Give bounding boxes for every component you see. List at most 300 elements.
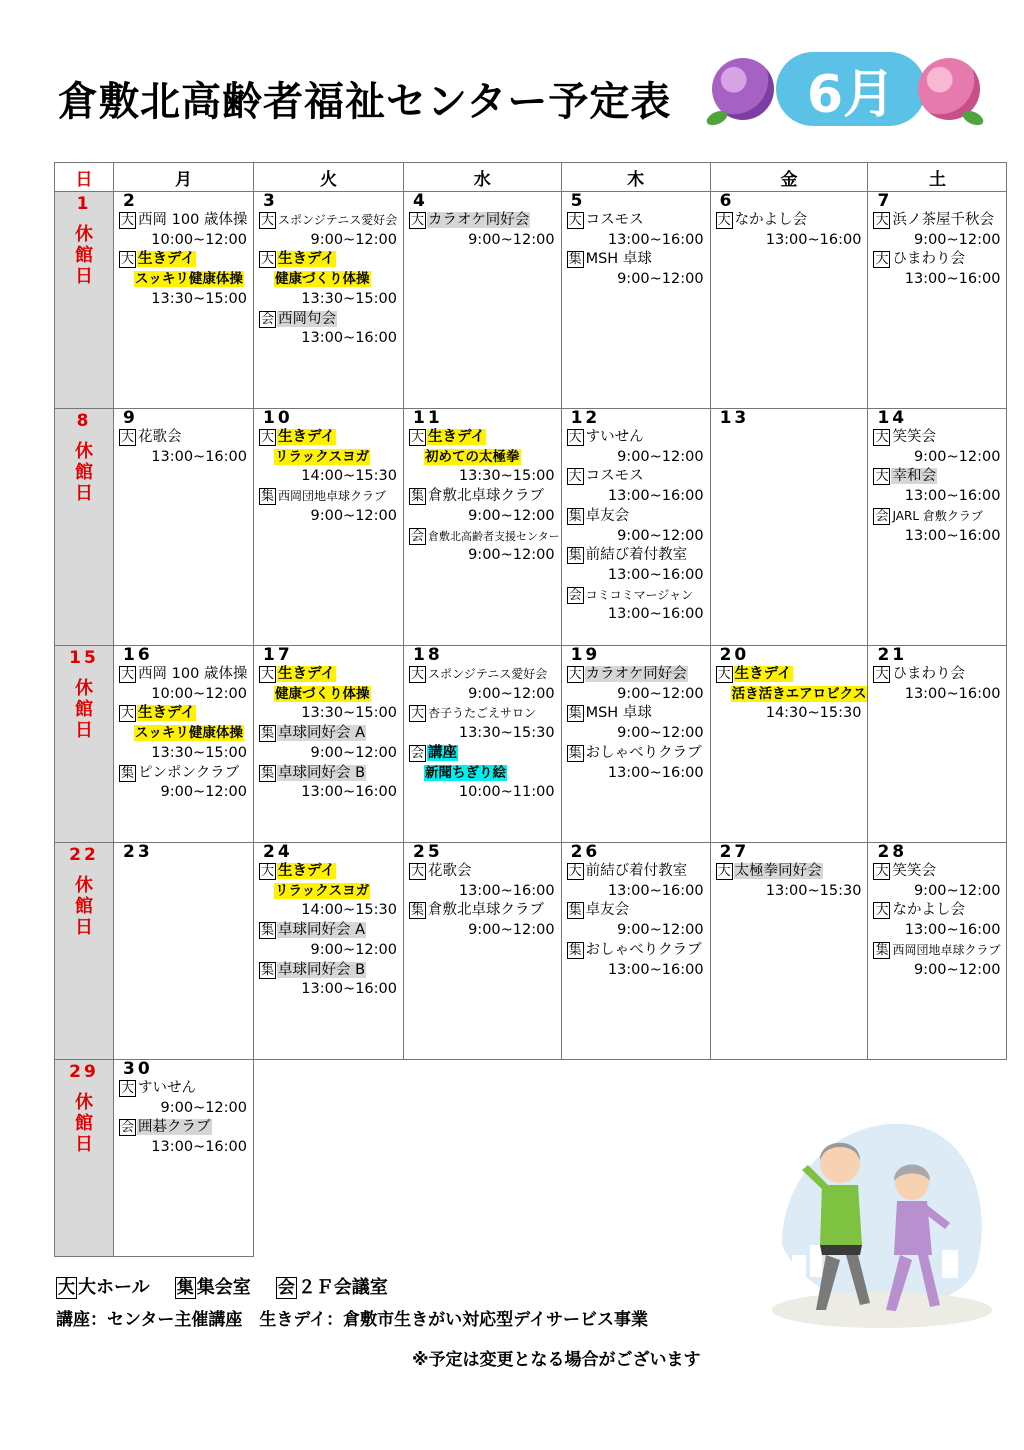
day-number: 16 — [123, 645, 153, 665]
event-entry — [562, 586, 710, 606]
event-name: 生きデイ — [278, 251, 336, 268]
day-cell — [114, 646, 254, 843]
event-time: 13:00~16:00 — [607, 566, 704, 583]
event-time: 13:00~16:00 — [904, 527, 1001, 544]
day-number: 18 — [413, 645, 443, 665]
sunday-date: 22 — [69, 845, 99, 865]
event-entry — [404, 704, 561, 724]
empty-day-cell — [254, 1060, 404, 1257]
event-time: 9:00~12:00 — [913, 882, 1001, 899]
event-entry — [562, 704, 710, 724]
room-tag: 大 — [261, 252, 275, 268]
room-tag: 集 — [568, 903, 582, 919]
room-tag: 大 — [121, 667, 135, 682]
day-cell — [561, 192, 710, 409]
room-tag: 集 — [261, 489, 275, 505]
event-time: 10:00~11:00 — [458, 784, 555, 801]
event-entry — [404, 862, 561, 882]
room-tag: 大 — [261, 213, 275, 228]
event-name: 西岡 100 歳体操 — [138, 212, 248, 228]
event-time: 9:00~12:00 — [160, 1099, 247, 1116]
event-time: 9:00~12:00 — [617, 922, 704, 939]
day-cell — [868, 192, 1007, 409]
event-entry — [404, 901, 561, 921]
event-entry — [562, 862, 710, 882]
program-legend: 講座：センター主催講座 生きデイ：倉敷市生きがい対応型デイサービス事業 — [56, 1310, 648, 1330]
event-time: 9:00~12:00 — [468, 685, 555, 702]
room-tag: 集 — [261, 962, 275, 978]
event-name: 浜ノ茶屋千秋会 — [892, 212, 994, 228]
event-entry — [254, 921, 403, 941]
weekday-header: 日 — [55, 163, 114, 192]
day-number: 24 — [263, 842, 293, 862]
room-tag: 大 — [568, 213, 582, 228]
page-title: 倉敷北高齢者福祉センター予定表 — [58, 79, 672, 125]
event-entry — [254, 764, 403, 784]
day-cell — [114, 192, 254, 409]
day-cell — [868, 646, 1007, 843]
room-tag: 大 — [875, 903, 889, 919]
event-time: 9:00~12:00 — [913, 961, 1001, 978]
event-time: 13:00~16:00 — [607, 606, 704, 623]
event-name: 倉敷北高齢者支援センター — [428, 529, 560, 543]
event-name: 杏子うたごえサロン — [428, 706, 537, 721]
event-time: 9:00~12:00 — [617, 271, 704, 288]
program-name: リラックスヨガ — [275, 448, 370, 465]
event-time: 9:00~12:00 — [617, 448, 704, 465]
event-entry — [404, 211, 561, 231]
day-number: 25 — [413, 842, 443, 862]
event-time: 13:00~16:00 — [151, 1139, 247, 1156]
event-name: 倉敷北卓球クラブ — [428, 488, 545, 505]
day-cell — [710, 192, 868, 409]
weekday-header: 水 — [404, 163, 562, 192]
event-entry — [868, 862, 1006, 882]
event-time: 13:00~16:00 — [458, 882, 555, 899]
empty-day-cell — [404, 1060, 562, 1257]
event-program — [254, 882, 403, 902]
event-entry — [114, 1118, 253, 1138]
legend-label: 集会室 — [196, 1277, 251, 1298]
room-tag: 大 — [568, 469, 582, 485]
legend-room-tag: 大 — [58, 1278, 75, 1298]
day-cell — [114, 1060, 254, 1257]
day-number: 21 — [877, 645, 908, 665]
event-name: 生きデイ — [138, 705, 196, 722]
event-entry — [404, 744, 561, 764]
room-tag: 大 — [411, 667, 425, 682]
event-entry — [562, 507, 710, 527]
day-number: 2 — [123, 191, 138, 211]
sunday-closed-cell — [55, 646, 114, 843]
day-number: 30 — [123, 1059, 153, 1079]
weekday-header-row — [55, 163, 1007, 192]
room-legend — [56, 1273, 388, 1299]
event-name: 卓球同好会 B — [278, 764, 366, 781]
event-name: 笑笑会 — [892, 863, 936, 879]
event-time: 14:00~15:30 — [301, 468, 397, 485]
event-entry — [114, 428, 253, 448]
program-name: 活き活きエアロビクス — [731, 685, 867, 702]
event-entry — [114, 764, 253, 784]
event-time: 13:00~15:30 — [765, 882, 862, 899]
event-name: JARL 倉敷クラブ — [892, 508, 983, 523]
day-cell — [710, 409, 868, 646]
event-entry — [404, 527, 561, 547]
program-name: 健康づくり体操 — [275, 685, 370, 702]
event-time: 9:00~12:00 — [310, 231, 397, 248]
event-time: 9:00~12:00 — [617, 725, 704, 742]
event-name: 西岡 100 歳体操 — [138, 666, 248, 682]
closed-label: 休 館 日 — [75, 224, 93, 287]
event-entry — [254, 428, 403, 448]
day-number: 17 — [263, 645, 293, 665]
event-time: 9:00~12:00 — [468, 547, 555, 564]
room-tag: 集 — [411, 903, 425, 919]
event-program — [711, 685, 868, 705]
room-tag: 大 — [121, 252, 135, 268]
event-time: 9:00~12:00 — [468, 922, 555, 939]
room-tag: 集 — [568, 745, 582, 761]
day-number: 5 — [570, 191, 586, 211]
event-name: おしゃべりクラブ — [585, 744, 702, 761]
day-number: 23 — [123, 842, 153, 862]
event-entry — [868, 211, 1006, 231]
room-tag: 集 — [568, 942, 582, 958]
event-time: 10:00~12:00 — [151, 231, 247, 248]
event-time: 13:00~16:00 — [301, 330, 397, 347]
event-name: 生きデイ — [734, 666, 792, 682]
sunday-date: 15 — [69, 648, 99, 668]
day-number: 14 — [877, 408, 908, 428]
event-name: 卓友会 — [585, 902, 630, 919]
event-time: 13:00~16:00 — [301, 981, 397, 998]
event-entry — [114, 1079, 253, 1099]
room-tag: 集 — [875, 942, 889, 958]
day-cell — [868, 843, 1007, 1060]
event-time: 13:00~16:00 — [301, 784, 397, 801]
event-time: 13:00~16:00 — [904, 922, 1001, 939]
event-entry — [868, 428, 1006, 448]
leaf-icon — [960, 108, 985, 128]
event-time: 9:00~12:00 — [617, 527, 704, 544]
calendar-table — [54, 162, 1007, 1257]
sunday-date: 1 — [76, 194, 92, 214]
event-program — [404, 448, 561, 468]
event-time: 9:00~12:00 — [160, 784, 247, 801]
room-tag: 会 — [411, 745, 425, 761]
room-tag: 会 — [875, 508, 889, 524]
day-number: 3 — [263, 191, 278, 211]
event-name: 生きデイ — [278, 863, 336, 879]
day-cell — [404, 843, 562, 1060]
sunday-closed-cell — [55, 843, 114, 1060]
month-badge — [776, 52, 926, 126]
day-number: 20 — [719, 645, 750, 665]
room-tag: 会 — [261, 311, 275, 327]
event-name: 西岡団地卓球クラブ — [278, 489, 387, 504]
event-time: 9:00~12:00 — [617, 685, 704, 702]
event-entry — [254, 211, 403, 231]
event-name: コスモス — [585, 212, 644, 228]
event-name: 生きデイ — [278, 429, 336, 445]
event-name: 前結び着付教室 — [585, 547, 688, 564]
event-entry — [254, 724, 403, 744]
closed-label: 休 館 日 — [75, 678, 93, 741]
event-name: 卓球同好会 A — [278, 725, 366, 742]
room-tag: 会 — [121, 1120, 135, 1136]
event-program — [254, 448, 403, 468]
event-time: 9:00~12:00 — [310, 941, 397, 958]
event-name: 花歌会 — [428, 863, 472, 879]
leaf-icon — [704, 108, 729, 128]
event-time: 13:30~15:00 — [151, 290, 247, 307]
empty-day-cell — [561, 1060, 710, 1257]
day-number: 11 — [413, 408, 443, 428]
weekday-header: 火 — [254, 163, 404, 192]
day-cell — [561, 843, 710, 1060]
week-row — [55, 843, 1007, 1060]
closed-label: 休 館 日 — [75, 441, 93, 504]
event-entry — [562, 665, 710, 685]
day-cell — [254, 409, 404, 646]
room-tag: 集 — [568, 548, 582, 564]
event-entry — [562, 211, 710, 231]
event-name: 西岡句会 — [278, 310, 337, 327]
day-number: 6 — [719, 191, 735, 211]
day-number: 13 — [719, 408, 750, 428]
event-entry — [868, 467, 1006, 487]
week-row — [55, 646, 1007, 843]
event-time: 9:00~12:00 — [468, 507, 555, 524]
room-tag: 大 — [717, 864, 731, 879]
room-tag: 大 — [568, 430, 582, 445]
event-entry — [254, 487, 403, 507]
event-name: スポンジテニス愛好会 — [278, 213, 398, 227]
event-program — [254, 270, 403, 290]
event-time: 9:00~12:00 — [913, 448, 1001, 465]
event-time: 13:00~16:00 — [904, 685, 1001, 702]
event-entry — [562, 546, 710, 566]
event-program — [254, 685, 403, 705]
event-time: 9:00~12:00 — [468, 231, 555, 248]
event-entry — [404, 428, 561, 448]
day-number: 12 — [570, 408, 601, 428]
day-cell — [710, 646, 868, 843]
event-name: 講座 — [428, 744, 458, 761]
legend-label: ２Ｆ会議室 — [297, 1277, 388, 1298]
room-tag: 大 — [568, 864, 582, 879]
event-name: MSH 卓球 — [585, 705, 652, 722]
event-time: 13:00~16:00 — [904, 488, 1001, 505]
day-cell — [254, 843, 404, 1060]
program-name: スッキリ健康体操 — [135, 725, 243, 742]
room-tag: 大 — [875, 864, 889, 879]
room-tag: 大 — [121, 706, 135, 722]
sunday-closed-cell — [55, 1060, 114, 1257]
event-program — [404, 764, 561, 784]
event-time: 13:30~15:00 — [301, 705, 397, 722]
room-tag: 大 — [261, 667, 275, 682]
event-name: なかよし会 — [734, 212, 808, 228]
event-entry — [562, 901, 710, 921]
room-tag: 集 — [411, 489, 425, 505]
room-tag: 会 — [568, 587, 582, 603]
event-entry — [711, 665, 868, 685]
day-cell — [114, 843, 254, 1060]
event-time: 13:00~16:00 — [607, 764, 704, 781]
event-entry — [711, 862, 868, 882]
program-name: スッキリ健康体操 — [135, 271, 243, 288]
event-entry — [114, 211, 253, 231]
event-entry — [868, 901, 1006, 921]
event-name: おしゃべりクラブ — [585, 941, 702, 958]
day-cell — [710, 843, 868, 1060]
event-entry — [254, 862, 403, 882]
day-cell — [254, 192, 404, 409]
event-entry — [868, 941, 1006, 961]
event-name: 卓友会 — [585, 507, 630, 524]
room-tag: 集 — [568, 508, 582, 524]
event-time: 9:00~12:00 — [913, 231, 1001, 248]
event-entry — [254, 665, 403, 685]
event-name: コミコミマージャン — [585, 587, 694, 602]
room-tag: 大 — [875, 213, 889, 228]
event-name: 西岡団地卓球クラブ — [892, 942, 1001, 957]
event-name: スポンジテニス愛好会 — [428, 667, 548, 681]
legend-label: 大ホール — [78, 1277, 150, 1298]
event-entry — [868, 250, 1006, 270]
event-entry — [114, 250, 253, 270]
event-name: 花歌会 — [138, 429, 182, 445]
event-name: MSH 卓球 — [585, 251, 652, 268]
event-time: 13:30~15:30 — [458, 725, 555, 742]
program-name: 健康づくり体操 — [275, 271, 370, 288]
day-number: 9 — [123, 408, 138, 428]
day-cell — [561, 646, 710, 843]
event-entry — [114, 665, 253, 685]
room-tag: 大 — [411, 430, 425, 445]
weekday-header: 月 — [114, 163, 254, 192]
room-tag: 大 — [261, 430, 275, 445]
event-name: 卓球同好会 A — [278, 922, 366, 939]
room-tag: 大 — [411, 706, 425, 722]
room-tag: 大 — [121, 430, 135, 445]
event-time: 13:00~16:00 — [607, 882, 704, 899]
event-name: カラオケ同好会 — [585, 666, 687, 682]
program-name: 初めての太極拳 — [425, 448, 520, 465]
event-name: 前結び着付教室 — [585, 863, 688, 879]
room-tag: 集 — [568, 252, 582, 268]
room-tag: 大 — [568, 667, 582, 682]
event-entry — [562, 941, 710, 961]
day-number: 28 — [877, 842, 908, 862]
event-name: なかよし会 — [892, 902, 965, 919]
event-name: 幸和会 — [892, 468, 936, 485]
room-tag: 集 — [121, 765, 135, 781]
room-tag: 大 — [261, 864, 275, 879]
event-time: 13:00~16:00 — [607, 231, 704, 248]
room-tag: 大 — [411, 864, 425, 879]
weekday-header: 金 — [710, 163, 868, 192]
event-program — [114, 270, 253, 290]
room-tag: 大 — [121, 1081, 135, 1096]
event-time: 13:30~15:00 — [458, 468, 555, 485]
legend-room-tag: 会 — [277, 1278, 295, 1298]
event-name: 生きデイ — [278, 666, 336, 682]
event-entry — [114, 704, 253, 724]
room-tag: 集 — [261, 726, 275, 742]
event-entry — [254, 961, 403, 981]
event-entry — [254, 310, 403, 330]
room-tag: 集 — [261, 765, 275, 781]
event-name: 太極拳同好会 — [734, 863, 822, 879]
event-name: 倉敷北卓球クラブ — [428, 902, 545, 919]
room-tag: 大 — [717, 213, 731, 228]
room-tag: 集 — [568, 706, 582, 722]
event-time: 13:30~15:00 — [301, 290, 397, 307]
event-time: 14:30~15:30 — [765, 705, 862, 722]
sunday-closed-cell — [55, 409, 114, 646]
day-cell — [114, 409, 254, 646]
program-name: リラックスヨガ — [275, 882, 370, 899]
change-notice: ※予定は変更となる場合がございます — [412, 1350, 701, 1370]
day-number: 10 — [263, 408, 293, 428]
event-name: ひまわり会 — [892, 666, 965, 682]
room-tag: 大 — [875, 252, 889, 268]
event-program — [114, 724, 253, 744]
event-time: 13:00~16:00 — [607, 488, 704, 505]
event-name: カラオケ同好会 — [428, 212, 530, 228]
event-entry — [868, 507, 1006, 527]
room-tag: 大 — [717, 667, 731, 682]
event-time: 13:00~16:00 — [765, 231, 862, 248]
week-row — [55, 409, 1007, 646]
event-name: ピンポンクラブ — [138, 764, 240, 781]
day-number: 19 — [570, 645, 601, 665]
day-number: 27 — [719, 842, 750, 862]
event-time: 13:00~16:00 — [607, 961, 704, 978]
event-entry — [562, 250, 710, 270]
event-time: 14:00~15:30 — [301, 902, 397, 919]
event-name: 生きデイ — [428, 429, 486, 445]
legend-room-tag: 集 — [176, 1278, 194, 1298]
day-number: 26 — [570, 842, 601, 862]
closed-label: 休 館 日 — [75, 875, 93, 938]
event-name: ひまわり会 — [892, 251, 965, 268]
day-cell — [404, 409, 562, 646]
event-name: 笑笑会 — [892, 429, 936, 445]
month-label: 6月 — [806, 64, 896, 125]
room-tag: 大 — [411, 213, 425, 228]
event-entry — [868, 665, 1006, 685]
room-tag: 集 — [261, 923, 275, 939]
day-number: 4 — [413, 191, 428, 211]
event-entry — [254, 250, 403, 270]
sunday-closed-cell — [55, 192, 114, 409]
day-cell — [254, 646, 404, 843]
day-number: 7 — [877, 191, 893, 211]
room-tag: 大 — [875, 430, 889, 445]
event-entry — [711, 211, 868, 231]
weekday-header: 土 — [868, 163, 1007, 192]
event-name: 卓球同好会 B — [278, 961, 366, 978]
day-cell — [561, 409, 710, 646]
walking-seniors-illustration — [762, 1105, 994, 1335]
event-time: 10:00~12:00 — [151, 685, 247, 702]
week-row — [55, 192, 1007, 409]
room-tag: 大 — [875, 469, 889, 485]
